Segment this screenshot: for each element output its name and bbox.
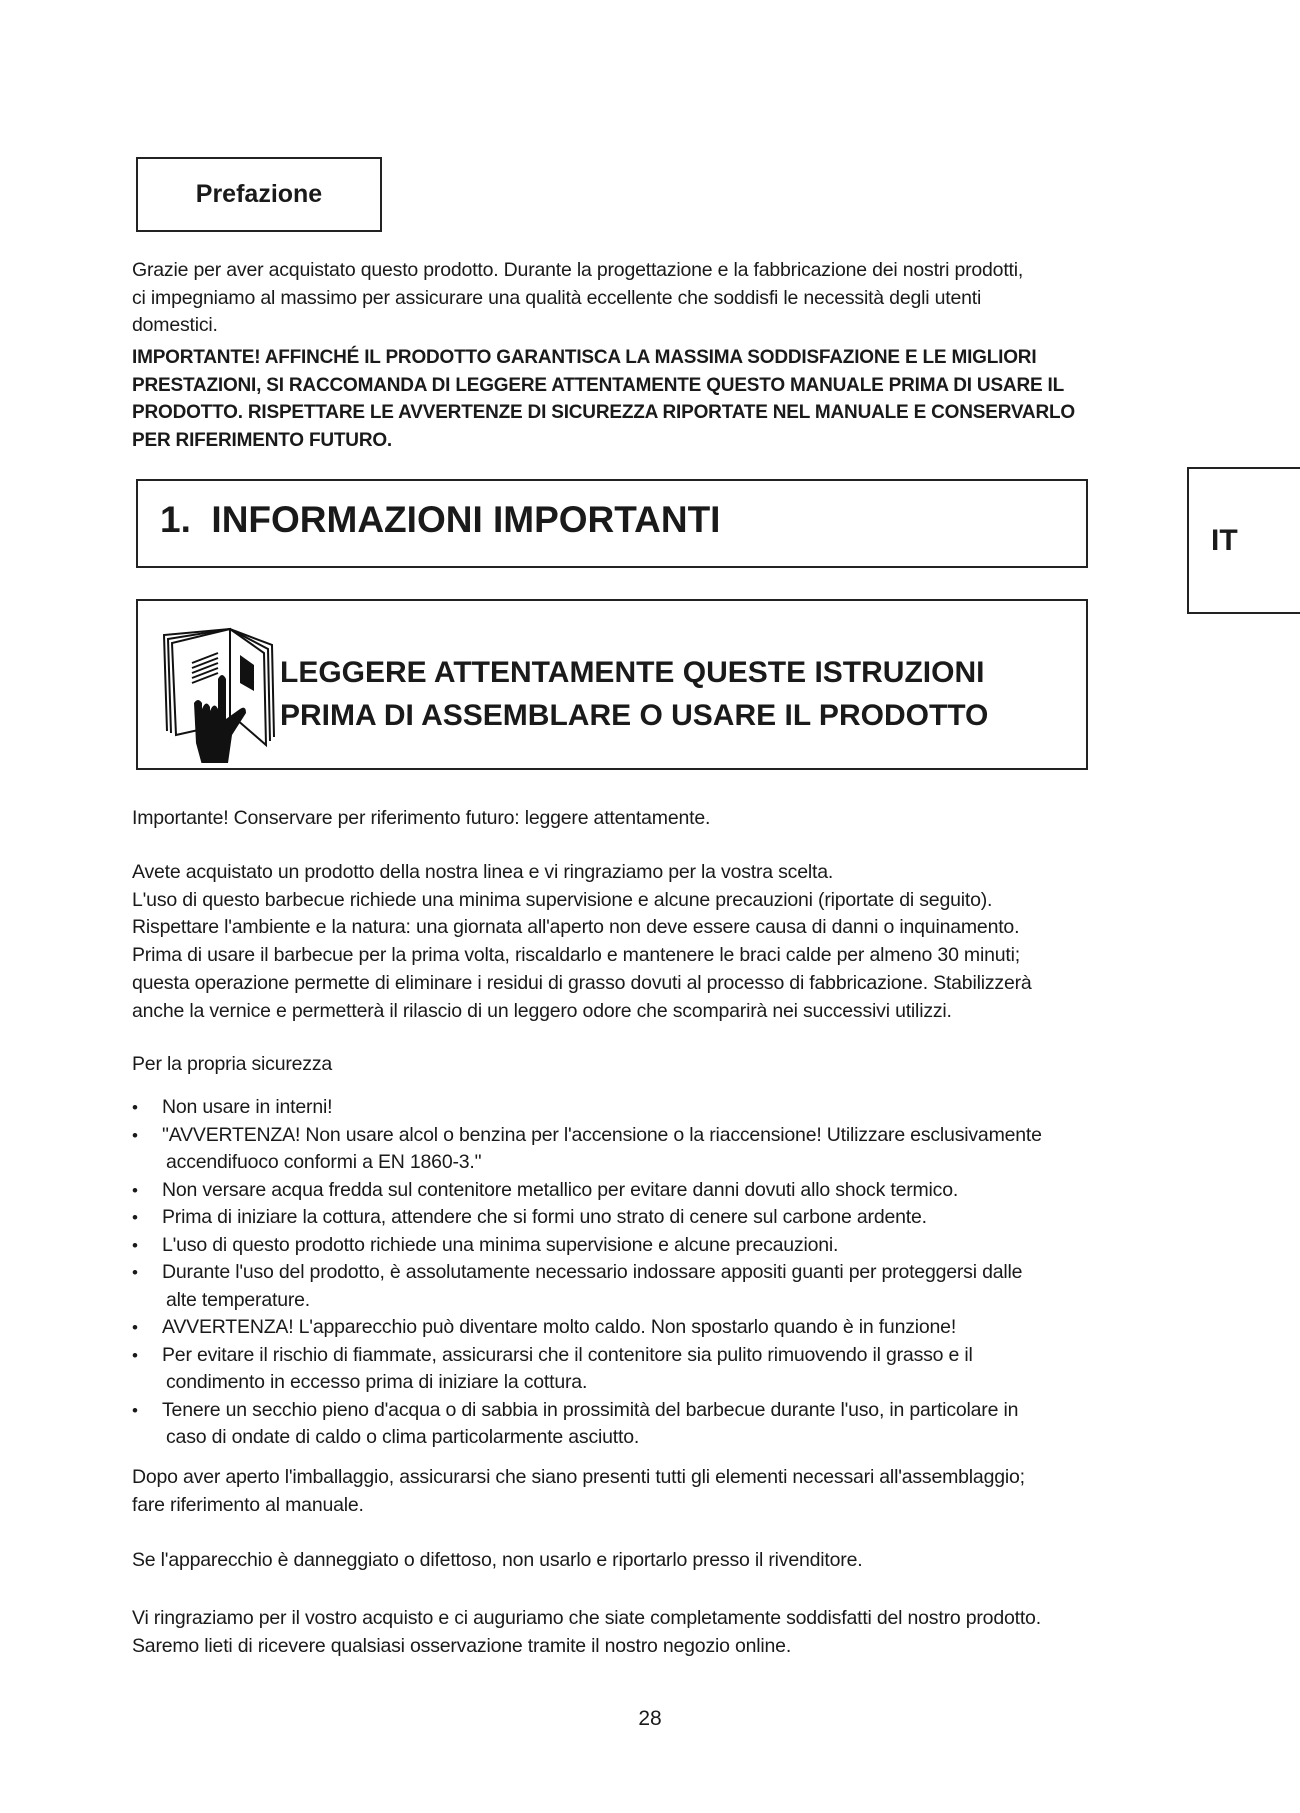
preface-title-box [136,157,382,232]
list-item [132,1259,1042,1314]
text-line: Rispettare l'ambiente e la natura: una giornata all'aperto non deve essere causa di danni o inquinamento. [132,916,1020,939]
section-heading: 1. INFORMAZIONI IMPORTANTI [160,499,721,540]
text-line: ci impegniamo al massimo per assicurare una qualità eccellente che soddisfi le necessità degli utenti [132,286,982,309]
text-line: Grazie per aver acquistato questo prodotto. Durante la progettazione e la fabbricazione dei nostri prodotti, [132,259,1024,281]
text-line: fare riferimento al manuale. [132,1493,364,1516]
text-line: Dopo aver aperto l'imballaggio, assicurarsi che siano presenti tutti gli elementi necessari all'assemblaggio; [132,1466,1025,1488]
text-line: • Durante l'uso del prodotto, è assolutamente necessario indossare appositi guanti per proteggersi dalle [162,1261,1023,1283]
text-line: condimento in eccesso prima di iniziare la cottura. [166,1371,588,1393]
preface-warning [132,344,1075,455]
text-line: PRESTAZIONI, SI RACCOMANDA DI LEGGERE ATTENTAMENTE QUESTO MANUALE PRIMA DI USARE IL [132,374,1065,396]
intro-paragraph [132,859,1032,1025]
thanks-paragraph [132,1605,1041,1660]
text-line: accendifuoco conformi a EN 1860-3." [166,1151,482,1173]
language-tab [1187,467,1300,614]
important-note: Importante! Conservare per riferimento futuro: leggere attentamente. [132,807,711,829]
text-line: Prima di usare il barbecue per la prima volta, riscaldarlo e mantenere le braci calde per almeno 30 minuti; [132,944,1020,967]
text-line: • "AVVERTENZA! Non usare alcol o benzina per l'accensione o la riaccensione! Utilizzare esclusivamente [162,1123,1042,1146]
preface-title: Prefazione [195,180,323,208]
preface-intro [132,257,1023,340]
language-label: IT [1211,524,1238,557]
list-item [132,1232,1042,1260]
text-line: • AVVERTENZA! L'apparecchio può diventare molto caldo. Non spostarlo quando è in funzione! [162,1316,957,1338]
text-line: caso di ondate di caldo o clima particolarmente asciutto. [166,1426,640,1448]
text-line: • Tenere un secchio pieno d'acqua o di sabbia in prossimità del barbecue durante l'uso, in particolare in [162,1398,1019,1421]
safety-list [132,1094,1042,1452]
text-line: PRODOTTO. RISPETTARE LE AVVERTENZE DI SICUREZZA RIPORTATE NEL MANUALE E CONSERVARLO [132,402,1075,424]
text-line: • Non versare acqua fredda sul contenitore metallico per evitare danni dovuti allo shock termico. [162,1178,959,1201]
notice-line: LEGGERE ATTENTAMENTE QUESTE ISTRUZIONI [280,656,985,689]
text-line: questa operazione permette di eliminare i residui di grasso dovuti al processo di fabbricazione. Stabilizzerà [132,971,1032,994]
text-line: L'uso di questo barbecue richiede una minima supervisione e alcune precauzioni (riportate di seguito). [132,888,993,911]
text-line: • Non usare in interni! [162,1096,333,1118]
text-line: Vi ringraziamo per il vostro acquisto e ci auguriamo che siate completamente soddisfatti del nostro prodotto. [132,1607,1041,1629]
text-line: PER RIFERIMENTO FUTURO. [132,430,392,452]
list-item [132,1094,1042,1122]
text-line: Saremo lieti di ricevere qualsiasi osservazione tramite il nostro negozio online. [132,1634,792,1657]
damaged-note: Se l'apparecchio è danneggiato o difettoso, non usarlo e riportarlo presso il rivenditore. [132,1549,863,1571]
text-line: domestici. [132,314,218,337]
read-manual-icon [154,613,284,763]
text-line: anche la vernice e permetterà il rilascio di un leggero odore che scomparirà nei successivi utilizzi. [132,999,952,1022]
text-line: • Per evitare il rischio di fiammate, assicurarsi che il contenitore sia pulito rimuovendo il grasso e il [162,1343,973,1366]
text-line: alte temperature. [166,1288,311,1311]
list-item [132,1177,1042,1205]
safety-title: Per la propria sicurezza [132,1053,333,1075]
text-line: Avete acquistato un prodotto della nostra linea e vi ringraziamo per la vostra scelta. [132,861,834,883]
list-item [132,1397,1042,1452]
list-item [132,1204,1042,1232]
text-line: • Prima di iniziare la cottura, attendere che si formi uno strato di cenere sul carbone ardente. [162,1206,927,1228]
list-item [132,1122,1042,1177]
list-item [132,1314,1042,1342]
after-unpacking [132,1464,1025,1519]
text-line: • L'uso di questo prodotto richiede una minima supervisione e alcune precauzioni. [162,1233,839,1256]
text-line: IMPORTANTE! AFFINCHÉ IL PRODOTTO GARANTISCA LA MASSIMA SODDISFAZIONE E LE MIGLIORI [132,347,1037,368]
list-item [132,1342,1042,1397]
notice-box [136,599,1088,770]
section-heading-box [136,479,1088,568]
page-number: 28 [638,1707,662,1730]
notice-line: PRIMA DI ASSEMBLARE O USARE IL PRODOTTO [280,699,989,732]
